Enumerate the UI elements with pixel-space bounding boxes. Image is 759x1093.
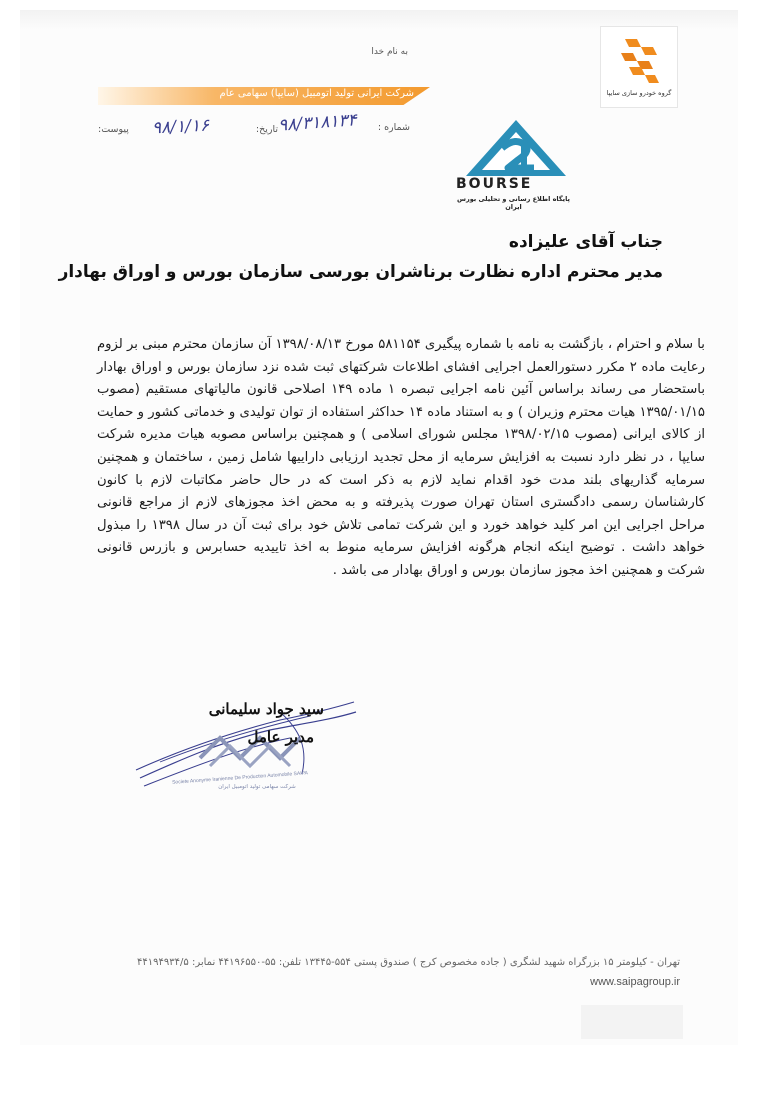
attachment-label: پیوست: [98,124,129,135]
signatory-name: سید جواد سلیمانی [208,700,324,718]
handwritten-date: ۹۸/۱/۱۶ [151,115,210,139]
saipa-emblem-icon [615,33,663,85]
bismillah-text: به نام خدا [371,47,408,57]
bourse-logo-icon [458,118,568,178]
addressee-salutation: جناب آقای علیزاده [508,232,663,252]
stamp-latin-text: Societe Anonyme Iranienne De Production Automobile SAIPA [171,770,309,786]
scan-shadow [581,1005,683,1039]
saipa-logo [600,26,678,108]
footer-address: تهران - کیلومتر ۱۵ بزرگراه شهید لشگری ( جاده مخصوص کرج ) صندوق پستی ۵۵۴-۱۳۴۴۵ تلفن: ۵۵-۴۴۱۹۶۵۵۰ نمابر: ۴۴۱۹۴۹۳۴/۵ [137,957,680,968]
group-name: گروه خودرو سازی سایپا [606,89,672,97]
stamp-farsi-text: شرکت سهامی تولید اتومبیل ایران [218,784,296,790]
signatory-title: مدیر عامل [247,728,314,746]
body-paragraph: با سلام و احترام ، بازگشت به نامه با شماره پیگیری ۵۸۱۱۵۴ مورخ ۱۳۹۸/۰۸/۱۳ آن سازمان محترم مبنی بر لزوم رعایت ماده ۲ مکرر دستورالعمل اجرایی افشای اطلاعات شرکتهای ثبت شده نزد سازمان بورس و اوراق بهادار باستحضار می رساند براساس آئین نامه اجرایی تبصره ۱ ماده ۱۴۹ اصلاحی قانون مالیاتهای مستقیم (مصوب ۱۳۹۵/۰۱/۱۵ هیات محترم وزیران ) و به استناد ماده ۱۴ حداکثر استفاده از توان تولیدی و خدماتی کشور و حمایت از کالای ایرانی (مصوب ۱۳۹۸/۰۲/۱۵ مجلس شورای اسلامی ) و همچنین براساس مصوبه هیات مدیره شرکت سایپا ، در نظر دارد نسبت به افزایش سرمایه از محل تجدید ارزیابی داراییها شامل زمین ، ساختمان و همچنین سرمایه گذاریهای بلند مدت خود اقدام نماید لازم به ذکر است که در حال حاضر مکاتبات لازم با کانون کارشناسان رسمی دادگستری استان تهران صورت پذیرفته و به محض اخذ مجوزهای لازم از مراجع قانونی مراحل اجرایی این امر کلید خواهد خورد و این شرکت تمامی تلاش خود برای ثبت آن در سال ۱۳۹۸ را مبذول خواهد داشت . توضیح اینکه انجام هرگونه افزایش سرمایه منوط به اخذ تاییدیه حسابرس و بازرس قانونی شرکت و همچنین اخذ مجوز سازمان بورس و اوراق بهادار می باشد . [97,337,706,578]
letter-body [97,334,705,583]
number-label: شماره : [377,122,410,133]
addressee-position: مدیر محترم اداره نظارت برناشران بورسی سازمان بورس و اوراق بهادار [58,262,663,282]
bourse-wordmark: BOURSE [456,176,533,192]
handwritten-number: ۹۸/۳۱۸۱۳۴ [277,110,358,136]
date-label: تاریخ: [255,124,278,135]
company-name: شرکت ایرانی تولید اتومبیل (سایپا) سهامی عام [219,88,414,99]
footer-website[interactable]: www.saipagroup.ir [590,976,680,988]
reference-block [98,115,410,144]
bourse-subtitle: پایگاه اطلاع رسانی و تحلیلی بورس ایران [457,195,570,211]
